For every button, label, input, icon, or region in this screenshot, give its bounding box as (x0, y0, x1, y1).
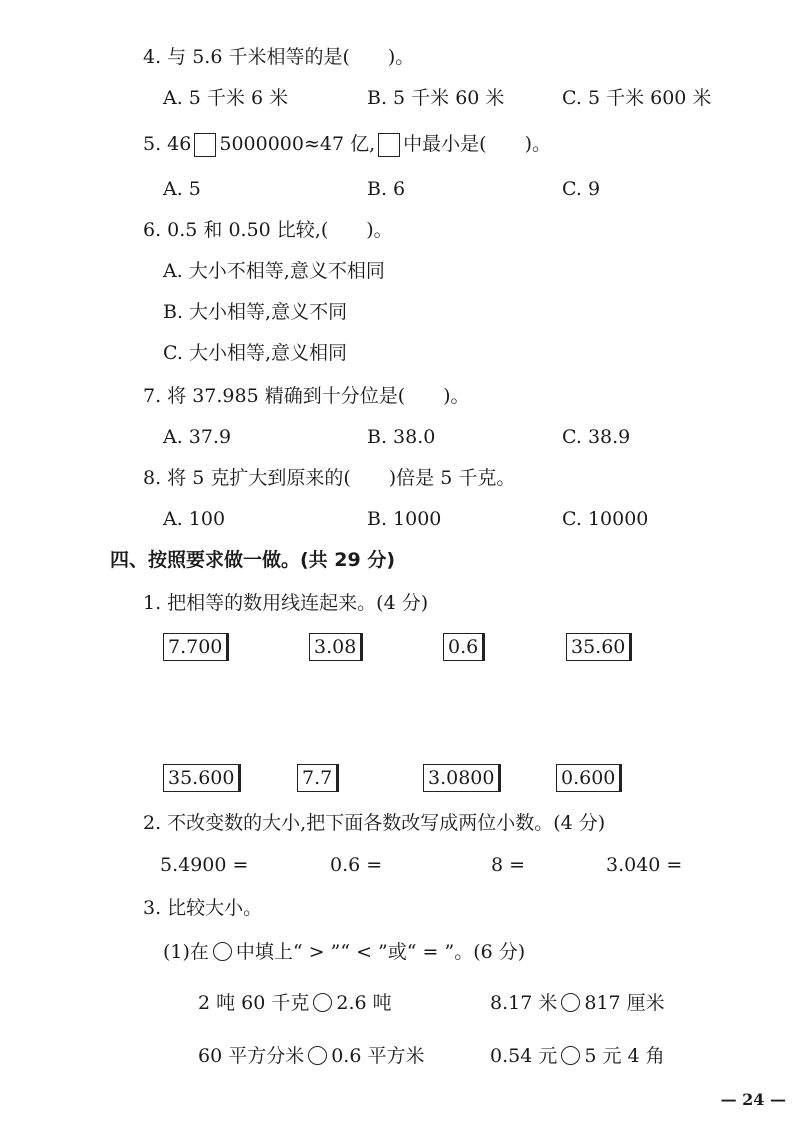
compare-left: 2 吨 60 千克 (198, 992, 310, 1014)
compare-right: 817 厘米 (584, 992, 665, 1014)
part-3-sub-1-prefix: (1)在 (163, 941, 209, 963)
question-5-option-b: B. 6 (367, 178, 406, 200)
part-3-sub-1 (163, 939, 525, 965)
question-8-option-c: C. 10000 (562, 508, 649, 530)
question-6-option-c: C. 大小相等,意义相同 (163, 342, 347, 364)
section-4-title: 四、按照要求做一做。(共 29 分) (110, 549, 396, 571)
match-box-bottom-2[interactable]: 7.7 (297, 764, 337, 792)
compare-pair-2 (490, 990, 665, 1016)
question-8-option-b: B. 1000 (367, 508, 442, 530)
question-7-option-b: B. 38.0 (367, 426, 436, 448)
compare-right: 2.6 吨 (336, 992, 392, 1014)
question-7-option-a: A. 37.9 (163, 426, 232, 448)
question-5-stem-suffix: 中最小是( )。 (403, 133, 551, 155)
question-7-stem: 7. 将 37.985 精确到十分位是( )。 (143, 385, 470, 407)
compare-left: 0.54 元 (490, 1045, 558, 1067)
rewrite-item-2: 0.6 = (330, 854, 383, 876)
match-box-top-2[interactable]: 3.08 (309, 633, 361, 661)
question-5-option-c: C. 9 (562, 178, 601, 200)
question-6-stem: 6. 0.5 和 0.50 比较,( )。 (143, 219, 393, 241)
question-4-option-a: A. 5 千米 6 米 (163, 87, 289, 109)
compare-right: 5 元 4 角 (584, 1045, 665, 1067)
rewrite-item-1: 5.4900 = (160, 854, 249, 876)
compare-circle-icon[interactable] (313, 993, 332, 1012)
question-4-stem: 4. 与 5.6 千米相等的是( )。 (143, 46, 415, 68)
compare-pair-3 (198, 1043, 424, 1069)
rewrite-item-4: 3.040 = (606, 854, 683, 876)
question-8-option-a: A. 100 (163, 508, 226, 530)
question-5-option-a: A. 5 (163, 178, 201, 200)
match-box-top-4[interactable]: 35.60 (566, 633, 630, 661)
compare-right: 0.6 平方米 (331, 1045, 425, 1067)
compare-circle-icon[interactable] (561, 1046, 580, 1065)
match-box-top-1[interactable]: 7.700 (163, 633, 227, 661)
match-box-bottom-3[interactable]: 3.0800 (423, 764, 499, 792)
match-box-top-3[interactable]: 0.6 (443, 633, 483, 661)
part-3-sub-1-suffix: 中填上“ > ”“ < ”或“ = ”。(6 分) (235, 941, 526, 963)
question-5-stem (143, 131, 551, 157)
rewrite-item-3: 8 = (491, 854, 526, 876)
question-4-option-b: B. 5 千米 60 米 (367, 87, 505, 109)
question-6-option-a: A. 大小不相等,意义不相同 (163, 260, 385, 282)
circle-icon (213, 942, 232, 961)
blank-square-2 (378, 133, 400, 157)
question-5-stem-middle: 5000000≈47 亿, (219, 133, 376, 155)
question-6-option-b: B. 大小相等,意义不同 (163, 301, 348, 323)
compare-circle-icon[interactable] (308, 1046, 327, 1065)
question-4-option-c: C. 5 千米 600 米 (562, 87, 712, 109)
compare-pair-1 (198, 990, 392, 1016)
question-7-option-c: C. 38.9 (562, 426, 631, 448)
compare-circle-icon[interactable] (561, 993, 580, 1012)
match-box-bottom-1[interactable]: 35.600 (163, 764, 239, 792)
compare-left: 8.17 米 (490, 992, 558, 1014)
part-1-stem: 1. 把相等的数用线连起来。(4 分) (143, 592, 429, 614)
match-box-bottom-4[interactable]: 0.600 (556, 764, 620, 792)
page-number: — 24 — (720, 1090, 786, 1109)
compare-left: 60 平方分米 (198, 1045, 305, 1067)
question-8-stem: 8. 将 5 克扩大到原来的( )倍是 5 千克。 (143, 467, 516, 489)
part-3-stem: 3. 比较大小。 (143, 897, 263, 919)
question-5-stem-prefix: 5. 46 (143, 133, 192, 155)
blank-square-1 (194, 133, 216, 157)
part-2-stem: 2. 不改变数的大小,把下面各数改写成两位小数。(4 分) (143, 812, 606, 834)
compare-pair-4 (490, 1043, 665, 1069)
